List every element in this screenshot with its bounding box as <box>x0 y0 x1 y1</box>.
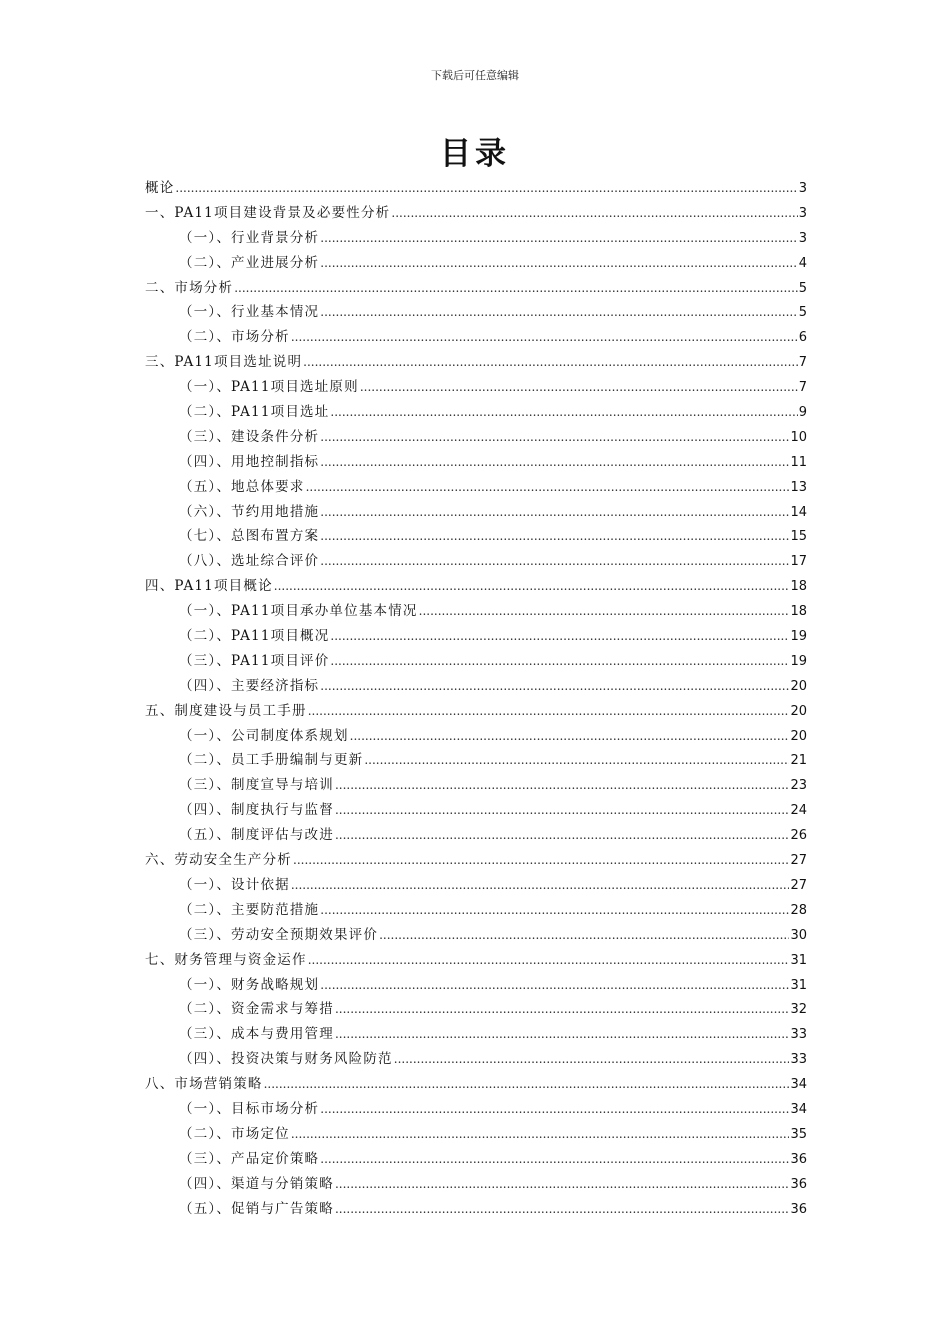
toc-entry-page-number: 31 <box>790 952 807 968</box>
dot-leader <box>320 251 797 276</box>
toc-entry[interactable] <box>145 1072 807 1097</box>
toc-entry-label: （三）、产品定价策略 <box>179 1150 320 1167</box>
toc-entry-page-number: 13 <box>790 479 807 495</box>
toc-entry-label: （六）、节约用地措施 <box>179 503 320 520</box>
toc-entry-label: （四）、渠道与分销策略 <box>179 1175 334 1192</box>
toc-entry-page-number: 36 <box>790 1176 807 1192</box>
dot-leader <box>320 1147 789 1172</box>
toc-entry-page-number: 23 <box>790 778 807 794</box>
toc-entry[interactable] <box>145 997 807 1022</box>
toc-entry-page-number: 10 <box>790 429 807 445</box>
dot-leader <box>335 773 790 798</box>
toc-entry-page-number: 28 <box>790 902 807 918</box>
toc-entry-label: （二）、员工手册编制与更新 <box>179 752 364 769</box>
toc-entry-page-number: 34 <box>790 1101 807 1117</box>
toc-entry-label: （二）、市场分析 <box>179 329 290 346</box>
toc-entry[interactable] <box>145 798 807 823</box>
toc-entry[interactable] <box>145 1172 807 1197</box>
dot-leader <box>320 898 789 923</box>
toc-entry-label: 概论 <box>145 180 175 196</box>
toc-entry-label: （二）、资金需求与筹措 <box>179 1001 334 1018</box>
dot-leader <box>335 798 790 823</box>
toc-entry-page-number: 19 <box>790 629 807 645</box>
toc-entry-label: （一）、PA11项目承办单位基本情况 <box>179 603 418 620</box>
toc-entry-label: （三）、成本与费用管理 <box>179 1026 334 1043</box>
toc-entry-page-number: 36 <box>790 1201 807 1217</box>
toc-entry-label: （二）、PA11项目选址 <box>179 404 330 421</box>
toc-entry-label: （一）、PA11项目选址原则 <box>179 379 359 396</box>
toc-entry[interactable] <box>145 450 807 475</box>
dot-leader <box>291 1122 790 1147</box>
toc-entry[interactable] <box>145 848 807 873</box>
toc-entry-page-number: 7 <box>798 380 807 396</box>
dot-leader <box>320 500 789 525</box>
dot-leader <box>308 699 790 724</box>
dot-leader <box>320 226 797 251</box>
toc-entry[interactable] <box>145 649 807 674</box>
toc-entry-label: （八）、选址综合评价 <box>179 553 320 570</box>
toc-entry-page-number: 20 <box>790 728 807 744</box>
toc-entry[interactable] <box>145 524 807 549</box>
dot-leader <box>320 524 789 549</box>
table-of-contents <box>145 176 807 1221</box>
dot-leader <box>308 948 790 973</box>
dot-leader <box>330 624 789 649</box>
toc-entry[interactable] <box>145 1022 807 1047</box>
toc-entry-label: （二）、主要防范措施 <box>179 901 320 918</box>
toc-entry-label: （七）、总图布置方案 <box>179 528 320 545</box>
toc-entry-page-number: 21 <box>790 753 807 769</box>
toc-entry-page-number: 15 <box>790 529 807 545</box>
toc-entry[interactable] <box>145 748 807 773</box>
toc-entry[interactable] <box>145 500 807 525</box>
toc-entry-label: （三）、PA11项目评价 <box>179 652 330 669</box>
toc-entry[interactable] <box>145 873 807 898</box>
toc-entry[interactable] <box>145 425 807 450</box>
toc-entry-label: （四）、投资决策与财务风险防范 <box>179 1051 393 1068</box>
toc-entry-label: （一）、行业背景分析 <box>179 229 320 246</box>
toc-entry-label: 八、市场营销策略 <box>145 1076 263 1093</box>
dot-leader <box>303 350 798 375</box>
dot-leader <box>291 325 798 350</box>
toc-entry[interactable] <box>145 773 807 798</box>
toc-entry[interactable] <box>145 375 807 400</box>
toc-entry-page-number: 5 <box>798 305 807 321</box>
toc-entry-page-number: 36 <box>790 1151 807 1167</box>
toc-entry-label: 四、PA11项目概论 <box>145 578 273 595</box>
dot-leader <box>320 1097 789 1122</box>
toc-entry-label: （四）、主要经济指标 <box>179 677 320 694</box>
dot-leader <box>379 923 789 948</box>
toc-entry-label: （一）、行业基本情况 <box>179 304 320 321</box>
toc-entry-page-number: 3 <box>798 230 807 246</box>
dot-leader <box>330 400 797 425</box>
toc-entry-label: （三）、劳动安全预期效果评价 <box>179 926 379 943</box>
toc-entry-label: 六、劳动安全生产分析 <box>145 852 292 869</box>
toc-entry-page-number: 20 <box>790 678 807 694</box>
toc-entry-page-number: 27 <box>790 877 807 893</box>
toc-entry-page-number: 11 <box>790 454 807 470</box>
toc-entry-page-number: 3 <box>798 181 807 196</box>
dot-leader <box>335 1197 790 1222</box>
toc-entry-page-number: 6 <box>798 330 807 346</box>
toc-entry[interactable] <box>145 948 807 973</box>
toc-entry[interactable] <box>145 898 807 923</box>
dot-leader <box>364 748 789 773</box>
dot-leader <box>175 176 797 201</box>
toc-entry-page-number: 24 <box>790 803 807 819</box>
toc-entry-label: （二）、市场定位 <box>179 1125 290 1142</box>
dot-leader <box>330 649 789 674</box>
toc-entry[interactable] <box>145 176 807 201</box>
dot-leader <box>320 549 789 574</box>
dot-leader <box>335 1022 790 1047</box>
toc-entry-label: （四）、制度执行与监督 <box>179 802 334 819</box>
header-note: 下载后可任意编辑 <box>431 69 519 82</box>
toc-entry-page-number: 33 <box>790 1052 807 1068</box>
toc-entry-label: （四）、用地控制指标 <box>179 453 320 470</box>
toc-entry-label: （一）、目标市场分析 <box>179 1100 320 1117</box>
toc-entry-page-number: 26 <box>790 828 807 844</box>
toc-entry-label: 二、市场分析 <box>145 279 234 296</box>
toc-entry-label: （一）、财务战略规划 <box>179 976 320 993</box>
toc-entry-page-number: 3 <box>798 205 807 221</box>
dot-leader <box>320 450 789 475</box>
toc-entry[interactable] <box>145 400 807 425</box>
toc-entry-page-number: 7 <box>798 355 807 371</box>
toc-entry-page-number: 17 <box>790 554 807 570</box>
toc-entry-page-number: 30 <box>790 927 807 943</box>
dot-leader <box>320 973 789 998</box>
toc-entry[interactable] <box>145 276 807 301</box>
toc-entry[interactable] <box>145 475 807 500</box>
toc-entry-label: （五）、地总体要求 <box>179 478 305 495</box>
toc-entry-label: （三）、建设条件分析 <box>179 428 320 445</box>
toc-entry[interactable] <box>145 574 807 599</box>
toc-entry-label: 五、制度建设与员工手册 <box>145 702 307 719</box>
toc-entry[interactable] <box>145 350 807 375</box>
dot-leader <box>394 1047 790 1072</box>
toc-entry-page-number: 27 <box>790 853 807 869</box>
toc-entry-label: 七、财务管理与资金运作 <box>145 951 307 968</box>
toc-entry[interactable] <box>145 923 807 948</box>
toc-entry[interactable] <box>145 1047 807 1072</box>
page-title: 目录 <box>440 136 510 172</box>
toc-entry-page-number: 5 <box>798 280 807 296</box>
toc-entry-page-number: 34 <box>790 1077 807 1093</box>
toc-entry-page-number: 9 <box>798 405 807 421</box>
toc-entry[interactable] <box>145 201 807 226</box>
toc-entry[interactable] <box>145 674 807 699</box>
toc-entry-page-number: 18 <box>790 604 807 620</box>
dot-leader <box>320 300 797 325</box>
toc-entry[interactable] <box>145 325 807 350</box>
toc-entry-page-number: 14 <box>790 504 807 520</box>
dot-leader <box>320 425 789 450</box>
dot-leader <box>264 1072 790 1097</box>
dot-leader <box>274 574 790 599</box>
toc-entry-label: （五）、促销与广告策略 <box>179 1200 334 1217</box>
dot-leader <box>350 724 790 749</box>
toc-entry-label: 三、PA11项目选址说明 <box>145 354 303 371</box>
dot-leader <box>419 599 790 624</box>
toc-entry[interactable] <box>145 226 807 251</box>
dot-leader <box>335 997 790 1022</box>
toc-entry[interactable] <box>145 1097 807 1122</box>
dot-leader <box>335 1172 790 1197</box>
toc-entry-label: （二）、PA11项目概况 <box>179 628 330 645</box>
toc-entry-label: 一、PA11项目建设背景及必要性分析 <box>145 204 391 221</box>
toc-entry-label: （五）、制度评估与改进 <box>179 827 334 844</box>
toc-entry[interactable] <box>145 549 807 574</box>
toc-entry-label: （一）、设计依据 <box>179 876 290 893</box>
dot-leader <box>306 475 790 500</box>
toc-entry-label: （三）、制度宣导与培训 <box>179 777 334 794</box>
toc-entry[interactable] <box>145 251 807 276</box>
toc-entry[interactable] <box>145 1197 807 1222</box>
dot-leader <box>234 276 798 301</box>
toc-entry-page-number: 33 <box>790 1027 807 1043</box>
dot-leader <box>320 674 789 699</box>
toc-entry-page-number: 4 <box>798 255 807 271</box>
dot-leader <box>291 873 790 898</box>
dot-leader <box>391 201 797 226</box>
toc-entry-page-number: 32 <box>790 1002 807 1018</box>
toc-entry[interactable] <box>145 1122 807 1147</box>
toc-entry[interactable] <box>145 300 807 325</box>
dot-leader <box>335 823 790 848</box>
toc-entry-label: （一）、公司制度体系规划 <box>179 727 349 744</box>
toc-entry[interactable] <box>145 624 807 649</box>
toc-entry[interactable] <box>145 599 807 624</box>
toc-entry[interactable] <box>145 1147 807 1172</box>
toc-entry-label: （二）、产业进展分析 <box>179 254 320 271</box>
toc-entry-page-number: 18 <box>790 579 807 595</box>
toc-entry[interactable] <box>145 973 807 998</box>
toc-entry-page-number: 20 <box>790 703 807 719</box>
dot-leader <box>360 375 798 400</box>
toc-entry-page-number: 31 <box>790 977 807 993</box>
dot-leader <box>293 848 789 873</box>
toc-entry[interactable] <box>145 823 807 848</box>
toc-entry-page-number: 19 <box>790 653 807 669</box>
toc-entry-page-number: 35 <box>790 1126 807 1142</box>
toc-entry[interactable] <box>145 699 807 724</box>
toc-entry[interactable] <box>145 724 807 749</box>
